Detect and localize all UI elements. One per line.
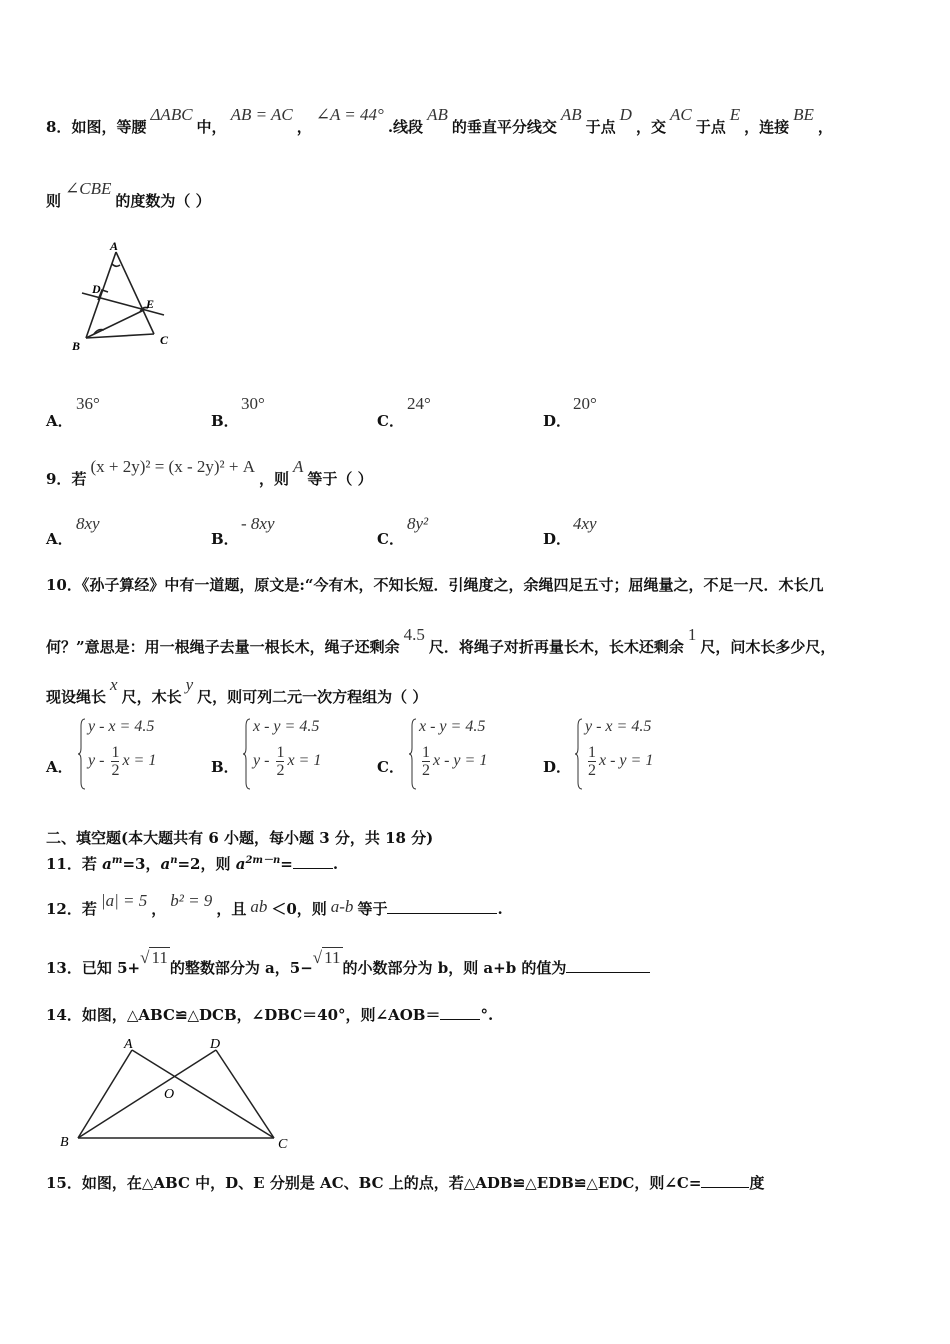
q8-fig-label-a: A — [110, 239, 119, 253]
q8-option-b-value: 30° — [241, 394, 265, 413]
q14-stem: 14．如图，△ABC≌△DCB，∠DBC＝40°，则∠AOB＝ °. — [46, 1006, 494, 1024]
q14-fig-label-d: D — [210, 1037, 221, 1052]
answer-blank[interactable] — [293, 854, 333, 869]
q13-stem: 13．已知 5+√ 11的整数部分为 a，5−√ 11的小数部分为 b，则 a+b 的值为 — [46, 957, 650, 978]
q9-option-d-label[interactable]: D． — [543, 530, 572, 548]
q9-option-b-value: - 8xy — [241, 514, 275, 533]
q8-line2: 则∠CBE的度数为（ ） — [46, 179, 211, 210]
q10-option-c-system — [409, 718, 549, 794]
answer-blank[interactable] — [387, 899, 497, 914]
q10-line2: 何？”意思是：用一根绳子去量一根长木，绳子还剩余4.5尺．将绳子对折再量长木，长木还剩余1尺，问木长多少尺， — [46, 625, 836, 656]
q10-option-a-system — [78, 718, 218, 794]
brace-icon — [409, 718, 417, 790]
answer-blank[interactable] — [566, 958, 650, 973]
q14-fig-label-c: C — [278, 1137, 288, 1152]
q8-triangle-figure — [68, 238, 188, 353]
equation-row-1: y - x = 4.5 — [88, 718, 155, 735]
q15-stem: 15．如图，在△ABC 中，D、E 分别是 AC、BC 上的点，若△ADB≌△EDB≌△EDC，则∠C= 度 — [46, 1174, 765, 1192]
q8-fig-label-c: C — [160, 333, 169, 347]
q8-option-a-value: 36° — [76, 394, 100, 413]
answer-blank[interactable] — [440, 1005, 480, 1020]
q10-option-d-system — [575, 718, 715, 794]
brace-icon — [575, 718, 583, 790]
q8-fig-label-e: E — [146, 297, 155, 311]
equation-row-2: $\frac{1}{2}$ x - y = 1 — [422, 744, 488, 779]
q8-option-d-value: 20° — [573, 394, 597, 413]
q8-option-b-label[interactable]: B． — [211, 412, 239, 430]
sqrt-symbol: √ 11 — [312, 948, 341, 967]
q8-option-c-value: 24° — [407, 394, 431, 413]
q9-option-c-value: 8y² — [407, 514, 429, 533]
equation-row-1: x - y = 4.5 — [253, 718, 320, 735]
q14-figure — [58, 1032, 290, 1154]
section-heading: 二、填空题(本大题共有 6 小题，每小题 3 分，共 18 分) — [46, 829, 434, 847]
q9-option-b-label[interactable]: B． — [211, 530, 239, 548]
q10-option-b-system — [243, 718, 383, 794]
equation-row-2: y - $\frac{1}{2}$ x = 1 — [253, 744, 322, 779]
equation-row-1: x - y = 4.5 — [419, 718, 486, 735]
q9-option-c-label[interactable]: C． — [377, 530, 404, 548]
q9-option-d-value: 4xy — [573, 514, 597, 533]
q10-option-c-label[interactable]: C． — [377, 758, 404, 776]
q10-option-a-label[interactable]: A． — [46, 758, 73, 776]
q8-option-c-label[interactable]: C． — [377, 412, 404, 430]
sqrt-symbol: √ 11 — [140, 948, 168, 967]
q10-line1: 10．《孙子算经》中有一道题，原文是:“今有木，不知长短．引绳度之，余绳四足五寸；屈绳量之，不足一尺．木长几 — [46, 576, 824, 594]
brace-icon — [243, 718, 251, 790]
q8-fig-label-d: D — [92, 282, 101, 296]
q14-fig-label-o: O — [164, 1087, 175, 1102]
q9-option-a-label[interactable]: A． — [46, 530, 73, 548]
q8-option-d-label[interactable]: D． — [543, 412, 572, 430]
q9-stem: 9．若(x + 2y)² = (x - 2y)² + A，则A等于（ ） — [46, 457, 373, 488]
answer-blank[interactable] — [701, 1173, 749, 1188]
brace-icon — [78, 718, 86, 790]
q9-option-a-value: 8xy — [76, 514, 100, 533]
q10-option-b-label[interactable]: B． — [211, 758, 239, 776]
equation-row-2: $\frac{1}{2}$ x - y = 1 — [588, 744, 654, 779]
q14-fig-label-b: B — [60, 1135, 69, 1150]
q10-option-d-label[interactable]: D． — [543, 758, 572, 776]
q14-fig-label-a: A — [124, 1037, 133, 1052]
q8-fig-label-b: B — [72, 339, 81, 353]
q12-stem: 12．若 |a| = 5 ， b² = 9 ，且 ab ＜0，则 a-b 等于 . — [46, 891, 503, 918]
q8-line1: 8．如图，等腰ΔABC中，AB = AC，∠A = 44°.线段AB的垂直平分线交AB于点D，交AC于点E，连接BE， — [46, 105, 833, 136]
q11-stem: 11．若 $a^m=3$，$a^n=2$，则 $a^{2m-n}=$ . — [46, 855, 339, 873]
equation-row-2: y - $\frac{1}{2}$ x = 1 — [88, 744, 157, 779]
q8-option-a-label[interactable]: A． — [46, 412, 73, 430]
equation-row-1: y - x = 4.5 — [585, 718, 652, 735]
q10-line3: 现设绳长x尺，木长y尺，则可列二元一次方程组为（ ） — [46, 675, 428, 706]
